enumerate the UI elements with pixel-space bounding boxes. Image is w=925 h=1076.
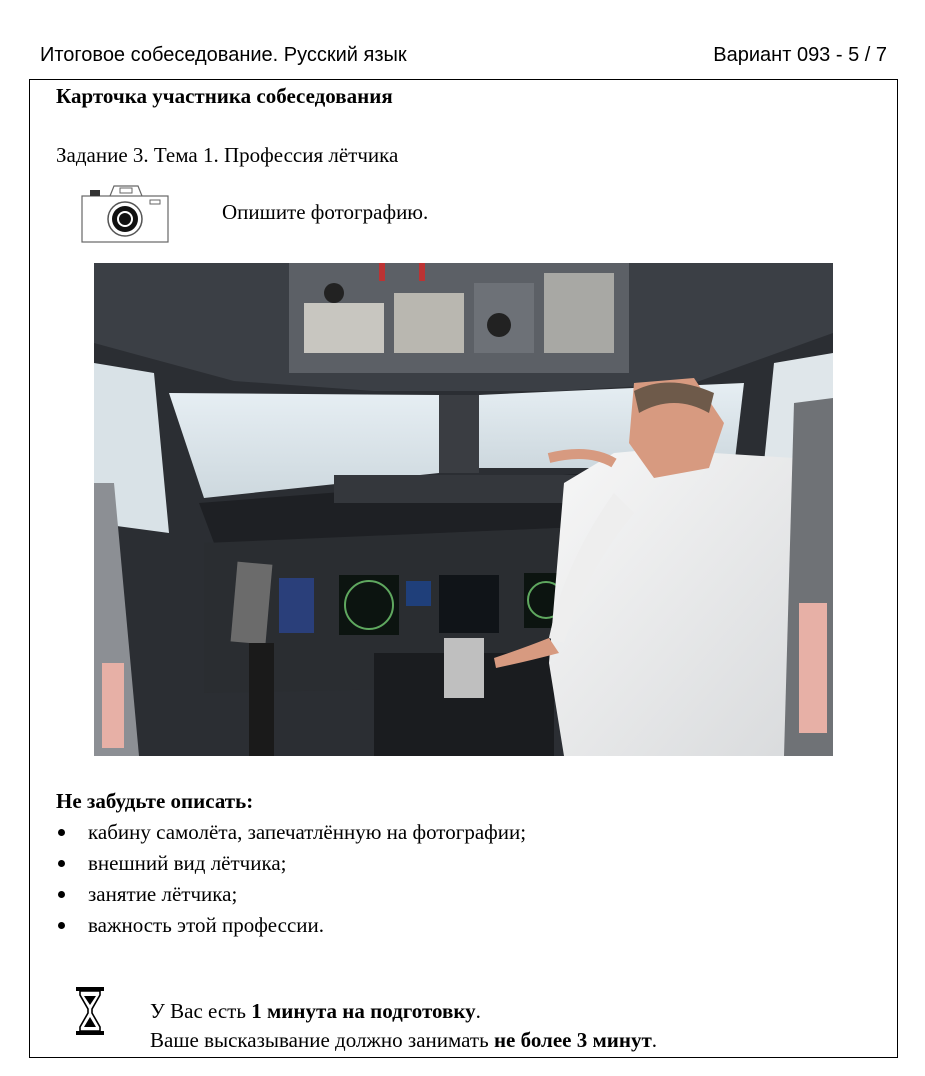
list-item: занятие лётчика; <box>56 880 526 911</box>
card-bottom-border <box>29 1057 898 1058</box>
remember-list <box>56 818 526 942</box>
list-item: важность этой профессии. <box>56 911 526 942</box>
page-header <box>40 44 887 70</box>
hourglass-icon <box>74 985 106 1037</box>
card-title: Карточка участника собеседования <box>56 84 393 108</box>
remember-heading: Не забудьте описать: <box>56 789 254 813</box>
list-item: внешний вид лётчика; <box>56 849 526 880</box>
preparation-time-text: У Вас есть 1 минута на подготовку. <box>150 999 481 1023</box>
bullet-icon <box>58 860 65 867</box>
exam-title: Итоговое собеседование. Русский язык <box>40 44 407 66</box>
camera-icon <box>80 184 170 244</box>
bullet-icon <box>58 829 65 836</box>
task-title: Задание 3. Тема 1. Профессия лётчика <box>56 143 399 167</box>
list-item: кабину самолёта, запечатлённую на фотографии; <box>56 818 526 849</box>
instruction-text: Опишите фотографию. <box>222 200 429 224</box>
answer-duration-text: Ваше высказывание должно занимать не более 3 минут. <box>150 1028 658 1052</box>
cockpit-photo <box>94 263 833 756</box>
bullet-icon <box>58 891 65 898</box>
bullet-icon <box>58 922 65 929</box>
variant-page-number: Вариант 093 - 5 / 7 <box>713 44 887 66</box>
